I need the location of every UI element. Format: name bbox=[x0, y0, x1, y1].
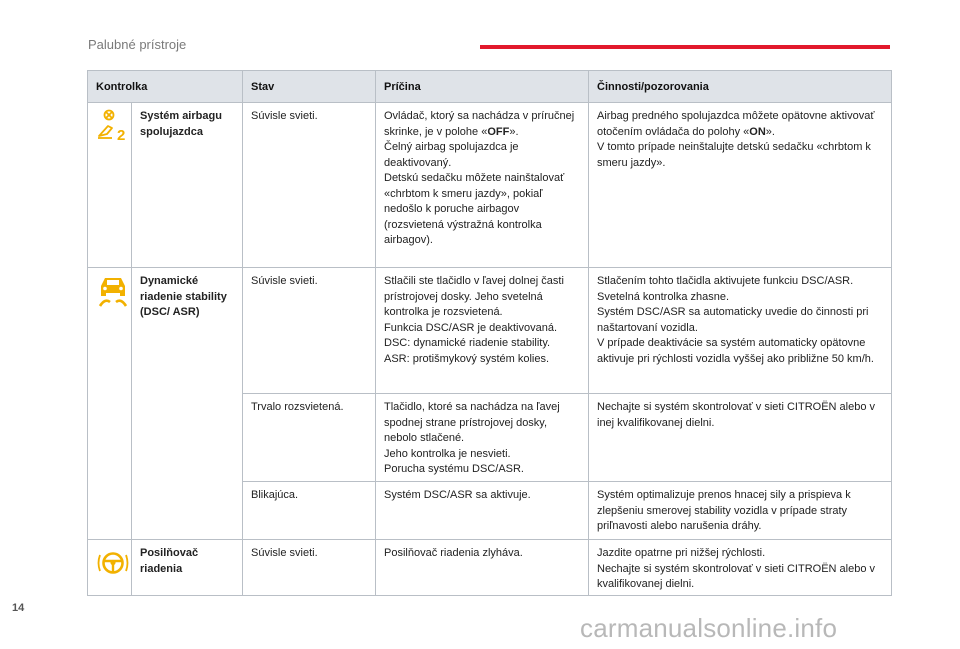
pricina-text: ASR: protišmykový systém kolies. bbox=[384, 352, 550, 365]
cinnosti-text: V prípade deaktivácie sa systém automaticky opätovne aktivuje pri rýchlosti vozidla vyššej ako približne 50 km/h. bbox=[597, 337, 874, 365]
column-header-pricina: Príčina bbox=[376, 71, 589, 103]
stav-dsc-2: Trvalo rozsvietená. bbox=[243, 394, 376, 482]
pricina-text: ». bbox=[509, 125, 519, 138]
stav-dsc-3: Blikajúca. bbox=[243, 482, 376, 540]
stav-airbag: Súvisle svieti. bbox=[243, 103, 376, 268]
pricina-text: Systém DSC/ASR sa aktivuje. bbox=[384, 489, 531, 501]
pricina-steering: Posilňovač riadenia zlyháva. bbox=[376, 540, 589, 596]
pricina-airbag bbox=[376, 103, 589, 268]
pricina-text: Jeho kontrolka je nesvieti. bbox=[384, 447, 511, 460]
pricina-text: Detskú sedačku môžete nainštalovať «chrbtom k smeru jazdy», pokiaľ nedošlo k poruche airbagov (rozsvietená výstražná kontrolka airbagov). bbox=[384, 172, 565, 246]
page-header-title: Palubné prístroje bbox=[88, 37, 187, 52]
light-name-airbag: Systém airbagu spolujazdca bbox=[132, 103, 243, 268]
cinnosti-airbag bbox=[589, 103, 892, 268]
pricina-dsc-3 bbox=[376, 482, 589, 540]
off-label: OFF bbox=[487, 125, 510, 138]
header-accent-bar bbox=[480, 45, 890, 49]
cinnosti-text: Svetelná kontrolka zhasne. bbox=[597, 290, 730, 303]
table-header-row bbox=[88, 71, 892, 103]
passenger-airbag-off-icon bbox=[96, 109, 130, 143]
power-steering-warning-icon bbox=[96, 546, 130, 580]
table-row bbox=[88, 103, 892, 268]
cinnosti-steering bbox=[589, 540, 892, 596]
table-row bbox=[88, 268, 892, 394]
pricina-text: Čelný airbag spolujazdca je deaktivovaný. bbox=[384, 141, 519, 169]
stav-steering: Súvisle svieti. bbox=[243, 540, 376, 596]
icon-cell bbox=[88, 268, 132, 540]
cinnosti-dsc-2 bbox=[589, 394, 892, 482]
table-row bbox=[88, 540, 892, 596]
pricina-text: Tlačidlo, ktoré sa nachádza na ľavej spodnej strane prístrojovej dosky, nebolo stlačené. bbox=[384, 401, 560, 444]
cinnosti-text: V tomto prípade neinštalujte detskú sedačku «chrbtom k smeru jazdy». bbox=[597, 141, 871, 169]
pricina-text: Funkcia DSC/ASR je deaktivovaná. bbox=[384, 321, 558, 334]
cinnosti-text: Jazdite opatrne pri nižšej rýchlosti. bbox=[597, 547, 766, 559]
stav-dsc-1: Súvisle svieti. bbox=[243, 268, 376, 394]
warning-lights-table bbox=[87, 70, 892, 596]
pricina-text: DSC: dynamické riadenie stability. bbox=[384, 337, 551, 349]
pricina-text: Porucha systému DSC/ASR. bbox=[384, 463, 524, 475]
cinnosti-text: ». bbox=[765, 125, 775, 138]
cinnosti-text: Airbag predného spolujazdca môžete opätovne aktivovať otočením ovládača do polohy « bbox=[597, 110, 875, 138]
watermark: carmanualsonline.info bbox=[580, 613, 838, 643]
page-number: 14 bbox=[12, 602, 25, 614]
cinnosti-text: Stlačením tohto tlačidla aktivujete funkciu DSC/ASR. bbox=[597, 275, 854, 287]
icon-cell bbox=[88, 103, 132, 268]
on-label: ON bbox=[749, 125, 766, 138]
cinnosti-dsc-3 bbox=[589, 482, 892, 540]
column-header-stav: Stav bbox=[243, 71, 376, 103]
pricina-dsc-2 bbox=[376, 394, 589, 482]
pricina-dsc-1 bbox=[376, 268, 589, 394]
column-header-cinnosti: Činnosti/pozorovania bbox=[589, 71, 892, 103]
pricina-text: Stlačili ste tlačidlo v ľavej dolnej časti prístrojovej dosky. Jeho svetelná kontrolka je rozsvietená. bbox=[384, 275, 564, 318]
icon-cell bbox=[88, 540, 132, 596]
pricina-text: Ovládač, ktorý sa nachádza v príručnej skrinke, je v polohe « bbox=[384, 110, 575, 138]
svg-text:2: 2 bbox=[117, 127, 126, 143]
cinnosti-text: Systém optimalizuje prenos hnacej sily a prispieva k zlepšeniu smerovej stability vozidla v prípade straty priľnavosti alebo narušenia dráhy. bbox=[597, 489, 851, 532]
stability-control-icon bbox=[96, 274, 130, 308]
cinnosti-text: Systém DSC/ASR sa automaticky uvedie do činnosti pri naštartovaní vozidla. bbox=[597, 306, 869, 334]
light-name-dsc: Dynamické riadenie stability (DSC/ ASR) bbox=[132, 268, 243, 540]
cinnosti-text: Nechajte si systém skontrolovať v sieti CITROËN alebo v inej kvalifikovanej dielni. bbox=[597, 401, 875, 429]
cinnosti-dsc-1 bbox=[589, 268, 892, 394]
light-name-steering: Posilňovač riadenia bbox=[132, 540, 243, 596]
cinnosti-text: Nechajte si systém skontrolovať v sieti CITROËN alebo v kvalifikovanej dielni. bbox=[597, 562, 875, 590]
column-header-kontrolka: Kontrolka bbox=[88, 71, 243, 103]
